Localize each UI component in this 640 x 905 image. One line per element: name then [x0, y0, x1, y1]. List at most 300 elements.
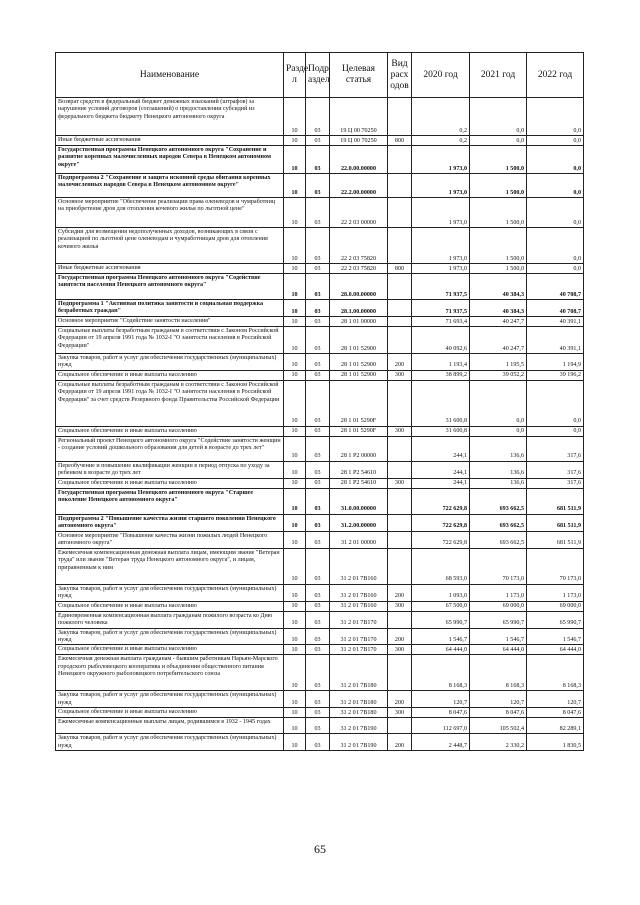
table-cell-2020: 0,2	[412, 98, 470, 136]
table-cell-section: 10	[284, 136, 306, 146]
table-cell-2021: 69 000,0	[470, 601, 527, 611]
table-cell-name: Закупка товаров, работ и услуг для обеспечения государственных (муниципальных) нужд	[56, 354, 284, 371]
table-cell-2020: 1 546,7	[412, 628, 470, 645]
table-cell-2021: 65 990,7	[470, 611, 527, 628]
table-cell-2022: 0,0	[527, 228, 584, 264]
table-cell-2020: 244,1	[412, 478, 470, 488]
table-cell-target: 28.1.00.00000	[330, 300, 388, 317]
table-cell-section: 10	[284, 98, 306, 136]
table-cell-2022: 1 194,9	[527, 354, 584, 371]
table-cell-target: 19 Ц 00 70250	[330, 98, 388, 136]
table-cell-expense-type: 800	[388, 136, 412, 146]
table-cell-2020: 64 444,0	[412, 645, 470, 655]
table-row	[56, 146, 584, 174]
table-cell-subsection: 03	[306, 436, 330, 461]
table-cell-target: 22 2 03 75820	[330, 228, 388, 264]
table-cell-subsection: 03	[306, 174, 330, 198]
table-row	[56, 198, 584, 228]
table-cell-2020: 112 697,0	[412, 718, 470, 734]
table-cell-expense-type	[388, 548, 412, 584]
table-cell-2020: 38 899,2	[412, 370, 470, 380]
table-cell-expense-type	[388, 300, 412, 317]
table-cell-section: 10	[284, 354, 306, 371]
table-cell-2021: 39 052,2	[470, 370, 527, 380]
table-cell-2021: 136,6	[470, 478, 527, 488]
col-header-2022: 2022 год	[527, 53, 584, 98]
table-row	[56, 354, 584, 371]
col-header-target: Целевая статья	[330, 53, 388, 98]
table-row	[56, 327, 584, 354]
table-cell-section: 10	[284, 478, 306, 488]
table-cell-name: Закупка товаров, работ и услуг для обеспечения государственных (муниципальных) нужд	[56, 628, 284, 645]
table-row	[56, 478, 584, 488]
table-cell-name: Социальное обеспечение и иные выплаты населению	[56, 426, 284, 436]
table-cell-expense-type: 800	[388, 264, 412, 274]
table-cell-2020: 0,2	[412, 136, 470, 146]
table-cell-expense-type	[388, 514, 412, 531]
table-cell-name: Основное мероприятие "Обеспечение реализации права оленеводов и чумработниц на приобретение дров для отопления кочевого жилья по льготной цене"	[56, 198, 284, 228]
table-cell-2020: 31 600,8	[412, 426, 470, 436]
table-cell-subsection: 03	[306, 531, 330, 548]
table-cell-2021: 120,7	[470, 691, 527, 708]
table-cell-2022: 317,6	[527, 461, 584, 478]
table-cell-2021: 136,6	[470, 461, 527, 478]
table-cell-2020: 71 693,4	[412, 317, 470, 327]
table-row	[56, 274, 584, 300]
table-cell-2021: 1 500,0	[470, 174, 527, 198]
table-cell-section: 10	[284, 174, 306, 198]
table-cell-subsection: 03	[306, 645, 330, 655]
table-cell-2021: 0,0	[470, 426, 527, 436]
table-cell-2020: 1 973,0	[412, 198, 470, 228]
table-cell-2020: 40 092,6	[412, 327, 470, 354]
table-cell-section: 10	[284, 531, 306, 548]
table-cell-target: 31 2 01 7В160	[330, 584, 388, 601]
table-cell-section: 10	[284, 611, 306, 628]
table-cell-2021: 136,6	[470, 436, 527, 461]
table-cell-name: Социальное обеспечение и иные выплаты населению	[56, 478, 284, 488]
table-cell-section: 10	[284, 327, 306, 354]
table-cell-name: Социальное обеспечение и иные выплаты населению	[56, 370, 284, 380]
col-header-2021: 2021 год	[470, 53, 527, 98]
table-cell-subsection: 03	[306, 514, 330, 531]
table-cell-target: 31 2 01 7В180	[330, 655, 388, 691]
table-cell-2021: 40 384,3	[470, 274, 527, 300]
table-cell-subsection: 03	[306, 488, 330, 514]
table-cell-2020: 244,1	[412, 461, 470, 478]
table-row	[56, 461, 584, 478]
table-cell-subsection: 03	[306, 198, 330, 228]
table-row	[56, 228, 584, 264]
table-cell-expense-type	[388, 531, 412, 548]
table-cell-subsection: 03	[306, 380, 330, 426]
table-cell-name: Основное мероприятие "Содействие занятости населения"	[56, 317, 284, 327]
table-cell-2022: 681 511,9	[527, 531, 584, 548]
table-cell-subsection: 03	[306, 584, 330, 601]
table-cell-expense-type	[388, 98, 412, 136]
table-cell-name: Государственная программа Ненецкого автономного округа "Старшее поколение Ненецкого автономного округа"	[56, 488, 284, 514]
table-cell-expense-type	[388, 718, 412, 734]
table-cell-expense-type	[388, 488, 412, 514]
table-cell-2022: 0,0	[527, 136, 584, 146]
table-cell-target: 28 1 01 5290F	[330, 380, 388, 426]
table-cell-2021: 0,0	[470, 98, 527, 136]
table-cell-expense-type: 300	[388, 478, 412, 488]
table-cell-name: Иные бюджетные ассигнования	[56, 136, 284, 146]
table-cell-section: 10	[284, 146, 306, 174]
table-cell-expense-type: 200	[388, 691, 412, 708]
table-cell-target: 31 2 01 7В160	[330, 601, 388, 611]
table-cell-subsection: 03	[306, 274, 330, 300]
table-cell-2021: 40 247,7	[470, 317, 527, 327]
table-cell-section: 10	[284, 584, 306, 601]
table-cell-2022: 0,0	[527, 146, 584, 174]
table-cell-section: 10	[284, 300, 306, 317]
table-cell-2021: 8 168,3	[470, 655, 527, 691]
table-cell-name: Ежемесячные компенсационные выплаты лицам, родившимся в 1932 - 1945 годах	[56, 718, 284, 734]
table-cell-expense-type: 300	[388, 426, 412, 436]
table-cell-2021: 2 330,2	[470, 734, 527, 751]
table-cell-target: 28 1 01 52900	[330, 354, 388, 371]
table-cell-2022: 0,0	[527, 264, 584, 274]
table-cell-2022: 40 391,1	[527, 327, 584, 354]
table-cell-subsection: 03	[306, 655, 330, 691]
table-cell-target: 22 2 03 00000	[330, 198, 388, 228]
table-cell-target: 31 2 01 7В170	[330, 628, 388, 645]
table-cell-2022: 0,0	[527, 380, 584, 426]
table-cell-subsection: 03	[306, 300, 330, 317]
table-cell-name: Социальное обеспечение и иные выплаты населению	[56, 645, 284, 655]
table-cell-subsection: 03	[306, 146, 330, 174]
table-row	[56, 300, 584, 317]
table-cell-2020: 722 629,8	[412, 531, 470, 548]
page-number: 65	[314, 842, 326, 856]
table-cell-name: Социальное обеспечение и иные выплаты населению	[56, 601, 284, 611]
table-row	[56, 548, 584, 584]
table-cell-section: 10	[284, 734, 306, 751]
table-cell-subsection: 03	[306, 691, 330, 708]
table-cell-subsection: 03	[306, 98, 330, 136]
table-row	[56, 628, 584, 645]
table-cell-target: 31 2 01 7В160	[330, 548, 388, 584]
table-cell-2021: 64 444,0	[470, 645, 527, 655]
table-cell-2021: 105 502,4	[470, 718, 527, 734]
table-cell-target: 31 2 01 7В190	[330, 718, 388, 734]
table-cell-2022: 317,6	[527, 478, 584, 488]
table-cell-2022: 8 168,3	[527, 655, 584, 691]
table-cell-2020: 244,1	[412, 436, 470, 461]
table-row	[56, 514, 584, 531]
table-cell-2021: 693 662,5	[470, 531, 527, 548]
table-cell-2021: 1 500,0	[470, 146, 527, 174]
table-cell-2022: 39 196,2	[527, 370, 584, 380]
table-cell-2020: 8 047,6	[412, 708, 470, 718]
table-cell-expense-type	[388, 274, 412, 300]
table-cell-target: 22.0.00.00000	[330, 146, 388, 174]
table-cell-expense-type	[388, 174, 412, 198]
table-cell-2020: 1 973,0	[412, 228, 470, 264]
table-cell-subsection: 03	[306, 478, 330, 488]
table-cell-target: 31.0.00.00000	[330, 488, 388, 514]
table-cell-2022: 681 511,9	[527, 488, 584, 514]
table-cell-2022: 1 546,7	[527, 628, 584, 645]
table-cell-name: Государственная программа Ненецкого автономного округа "Содействие занятости населения Ненецкого автономного округа"	[56, 274, 284, 300]
table-cell-name: Региональный проект Ненецкого автономного округа "Содействие занятости женщин - создание условий дошкольного образования для детей в возрасте до трех лет"	[56, 436, 284, 461]
table-cell-expense-type	[388, 380, 412, 426]
table-cell-subsection: 03	[306, 370, 330, 380]
table-cell-subsection: 03	[306, 228, 330, 264]
table-row	[56, 136, 584, 146]
table-cell-2022: 40 708,7	[527, 274, 584, 300]
table-cell-expense-type: 300	[388, 601, 412, 611]
table-cell-section: 10	[284, 708, 306, 718]
table-cell-expense-type: 200	[388, 734, 412, 751]
table-row	[56, 317, 584, 327]
table-cell-2021: 1 195,5	[470, 354, 527, 371]
table-cell-name: Основное мероприятие "Повышение качества жизни пожилых людей Ненецкого автономного округа"	[56, 531, 284, 548]
table-cell-2022: 317,6	[527, 436, 584, 461]
table-cell-section: 10	[284, 718, 306, 734]
table-cell-section: 10	[284, 380, 306, 426]
table-cell-2022: 0,0	[527, 98, 584, 136]
table-cell-2021: 8 047,6	[470, 708, 527, 718]
table-cell-2022: 40 391,1	[527, 317, 584, 327]
table-cell-section: 10	[284, 274, 306, 300]
table-cell-target: 31 2 01 7В190	[330, 734, 388, 751]
table-body	[56, 98, 584, 751]
table-row	[56, 264, 584, 274]
table-cell-2020: 71 937,5	[412, 300, 470, 317]
table-cell-subsection: 03	[306, 136, 330, 146]
table-cell-2020: 722 629,8	[412, 488, 470, 514]
table-cell-2020: 120,7	[412, 691, 470, 708]
table-cell-section: 10	[284, 426, 306, 436]
table-cell-2022: 69 000,0	[527, 601, 584, 611]
table-header-row	[56, 53, 584, 98]
table-cell-section: 10	[284, 264, 306, 274]
table-cell-subsection: 03	[306, 461, 330, 478]
table-cell-subsection: 03	[306, 354, 330, 371]
table-cell-2020: 1 973,0	[412, 174, 470, 198]
table-cell-2022: 1 830,5	[527, 734, 584, 751]
table-cell-expense-type	[388, 461, 412, 478]
table-cell-2020: 71 937,5	[412, 274, 470, 300]
table-cell-name: Социальное обеспечение и иные выплаты населению	[56, 708, 284, 718]
table-row	[56, 734, 584, 751]
table-cell-target: 28 1 P2 00000	[330, 436, 388, 461]
table-cell-2021: 1 500,0	[470, 228, 527, 264]
table-row	[56, 426, 584, 436]
table-cell-section: 10	[284, 228, 306, 264]
table-cell-target: 28 1 01 00000	[330, 317, 388, 327]
table-row	[56, 718, 584, 734]
table-cell-expense-type	[388, 655, 412, 691]
table-cell-name: Подпрограмма 2 "Сохранение и защита исконной среды обитания коренных малочисленных народов Севера в Ненецком автономном округе"	[56, 174, 284, 198]
table-row	[56, 655, 584, 691]
table-cell-2020: 8 168,3	[412, 655, 470, 691]
table-cell-expense-type	[388, 611, 412, 628]
table-cell-expense-type	[388, 436, 412, 461]
table-cell-name: Ежемесячная компенсационная денежная выплата лицам, имеющим звание "Ветеран труда" или звание "Ветеран труда Ненецкого автономного округа", и лицам, приравненным к ним	[56, 548, 284, 584]
table-row	[56, 531, 584, 548]
table-cell-subsection: 03	[306, 734, 330, 751]
table-cell-expense-type: 200	[388, 584, 412, 601]
table-cell-name: Закупка товаров, работ и услуг для обеспечения государственных (муниципальных) нужд	[56, 691, 284, 708]
table-cell-target: 31 2 01 7В180	[330, 708, 388, 718]
table-cell-name: Закупка товаров, работ и услуг для обеспечения государственных (муниципальных) нужд	[56, 584, 284, 601]
table-row	[56, 98, 584, 136]
table-cell-expense-type	[388, 198, 412, 228]
table-cell-name: Социальные выплаты безработным гражданам в соответствии с Законом Российской Федерации от 19 апреля 1991 года № 1032-I "О занятости населения в Российской Федерации" за счет средств Резервного фонда Правительства Российской Федерации	[56, 380, 284, 426]
table-cell-2020: 1 973,0	[412, 264, 470, 274]
table-cell-expense-type: 200	[388, 354, 412, 371]
table-row	[56, 370, 584, 380]
table-cell-2020: 65 990,7	[412, 611, 470, 628]
col-header-subsection: Подр аздел	[306, 53, 330, 98]
table-cell-subsection: 03	[306, 611, 330, 628]
table-cell-section: 10	[284, 514, 306, 531]
table-cell-target: 22 2 03 75820	[330, 264, 388, 274]
table-cell-section: 10	[284, 370, 306, 380]
table-cell-name: Единовременная компенсационная выплата гражданам пожилого возраста ко Дню пожилого человека	[56, 611, 284, 628]
table-cell-2020: 31 600,8	[412, 380, 470, 426]
table-cell-subsection: 03	[306, 548, 330, 584]
col-header-section: Разде л	[284, 53, 306, 98]
table-cell-subsection: 03	[306, 317, 330, 327]
table-cell-2020: 68 593,0	[412, 548, 470, 584]
table-cell-2021: 693 662,5	[470, 514, 527, 531]
table-cell-2021: 0,0	[470, 380, 527, 426]
table-cell-2020: 2 448,7	[412, 734, 470, 751]
table-cell-2021: 1 546,7	[470, 628, 527, 645]
table-row	[56, 708, 584, 718]
table-cell-target: 31.2.00.00000	[330, 514, 388, 531]
table-cell-2021: 1 500,0	[470, 264, 527, 274]
table-cell-subsection: 03	[306, 426, 330, 436]
table-row	[56, 601, 584, 611]
table-cell-2022: 120,7	[527, 691, 584, 708]
table-cell-target: 19 Ц 00 70250	[330, 136, 388, 146]
table-cell-2021: 40 247,7	[470, 327, 527, 354]
table-cell-section: 10	[284, 198, 306, 228]
table-cell-expense-type	[388, 228, 412, 264]
table-cell-name: Ежемесячная денежная выплата гражданам - бывшим работникам Нарьян-Марского городского рыболовецкого кооператива и объединения общественного питания Ненецкого окружного рыболовецкого потребительского союза	[56, 655, 284, 691]
col-header-expense-type: Вид расх одов	[388, 53, 412, 98]
table-cell-name: Субсидии для возмещения недополученных доходов, возникающих в связи с реализацией по льготной цене оленеводам и чумработницам дров для отопления кочевого жилья	[56, 228, 284, 264]
table-row	[56, 691, 584, 708]
table-cell-2022: 70 173,0	[527, 548, 584, 584]
table-cell-2021: 1 173,0	[470, 584, 527, 601]
table-cell-subsection: 03	[306, 601, 330, 611]
table-cell-2021: 70 173,0	[470, 548, 527, 584]
table-cell-name: Подпрограмма 2 "Повышение качества жизни старшего поколения Ненецкого автономного округа"	[56, 514, 284, 531]
table-cell-2020: 1 973,0	[412, 146, 470, 174]
table-cell-section: 10	[284, 645, 306, 655]
table-row	[56, 380, 584, 426]
table-cell-2022: 64 444,0	[527, 645, 584, 655]
table-cell-name: Возврат средств в федеральный бюджет денежных взысканий (штрафов) за нарушение условий договоров (соглашений) о предоставлении субсидий из федерального бюджета бюджету Ненецкого автономного округа	[56, 98, 284, 136]
table-cell-2020: 1 193,4	[412, 354, 470, 371]
table-cell-target: 31 2 01 7В170	[330, 645, 388, 655]
table-cell-name: Социальные выплаты безработным гражданам в соответствии с Законом Российской Федерации от 19 апреля 1991 года № 1032-I "О занятости населения в Российской Федерации"	[56, 327, 284, 354]
table-cell-section: 10	[284, 691, 306, 708]
col-header-name: Наименование	[56, 53, 284, 98]
table-cell-2022: 8 047,6	[527, 708, 584, 718]
table-cell-target: 28 1 P2 54610	[330, 478, 388, 488]
table-cell-expense-type: 200	[388, 628, 412, 645]
table-cell-target: 28 1 01 52900	[330, 327, 388, 354]
table-cell-name: Закупка товаров, работ и услуг для обеспечения государственных (муниципальных) нужд	[56, 734, 284, 751]
table-cell-section: 10	[284, 436, 306, 461]
table-row	[56, 174, 584, 198]
budget-table-sheet	[55, 52, 583, 751]
table-cell-2022: 65 990,7	[527, 611, 584, 628]
table-cell-2022: 40 708,7	[527, 300, 584, 317]
table-cell-target: 31 2 01 00000	[330, 531, 388, 548]
table-row	[56, 611, 584, 628]
table-cell-subsection: 03	[306, 628, 330, 645]
table-cell-section: 10	[284, 548, 306, 584]
table-cell-expense-type: 300	[388, 708, 412, 718]
table-cell-target: 28 1 01 5290F	[330, 426, 388, 436]
table-cell-2021: 1 500,0	[470, 198, 527, 228]
table-row	[56, 488, 584, 514]
table-cell-2021: 693 662,5	[470, 488, 527, 514]
table-cell-2022: 0,0	[527, 426, 584, 436]
table-row	[56, 645, 584, 655]
table-cell-expense-type	[388, 146, 412, 174]
table-cell-2022: 0,0	[527, 174, 584, 198]
table-cell-section: 10	[284, 655, 306, 691]
table-cell-target: 28 1 P2 54610	[330, 461, 388, 478]
table-cell-name: Государственная программа Ненецкого автономного округа "Сохранение и развитие коренных малочисленных народов Севера в Ненецком автономном округе"	[56, 146, 284, 174]
table-cell-section: 10	[284, 628, 306, 645]
table-cell-2022: 1 173,0	[527, 584, 584, 601]
table-cell-2020: 722 629,8	[412, 514, 470, 531]
table-cell-target: 31 2 01 7В180	[330, 691, 388, 708]
table-cell-2022: 681 511,9	[527, 514, 584, 531]
table-cell-2020: 67 500,0	[412, 601, 470, 611]
table-cell-section: 10	[284, 601, 306, 611]
budget-table	[55, 52, 584, 751]
table-cell-target: 28 1 01 52900	[330, 370, 388, 380]
table-cell-name: Подпрограмма 1 "Активная политика занятости и социальная поддержка безработных граждан"	[56, 300, 284, 317]
table-cell-subsection: 03	[306, 718, 330, 734]
table-cell-subsection: 03	[306, 264, 330, 274]
table-cell-2022: 82 289,1	[527, 718, 584, 734]
table-cell-section: 10	[284, 461, 306, 478]
table-row	[56, 436, 584, 461]
table-cell-expense-type	[388, 327, 412, 354]
table-cell-subsection: 03	[306, 327, 330, 354]
table-cell-2021: 0,0	[470, 136, 527, 146]
table-cell-2020: 1 093,0	[412, 584, 470, 601]
table-cell-expense-type: 300	[388, 370, 412, 380]
table-row	[56, 584, 584, 601]
table-cell-2021: 40 384,3	[470, 300, 527, 317]
table-cell-name: Переобучение и повышение квалификации женщин в период отпуска по уходу за ребенком в возрасте до трех лет	[56, 461, 284, 478]
col-header-2020: 2020 год	[412, 53, 470, 98]
table-cell-section: 10	[284, 317, 306, 327]
table-cell-target: 22.2.00.00000	[330, 174, 388, 198]
table-cell-2022: 0,0	[527, 198, 584, 228]
table-cell-section: 10	[284, 488, 306, 514]
table-cell-expense-type: 300	[388, 645, 412, 655]
table-cell-subsection: 03	[306, 708, 330, 718]
table-cell-target: 31 2 01 7В170	[330, 611, 388, 628]
table-cell-target: 28.0.00.00000	[330, 274, 388, 300]
table-cell-name: Иные бюджетные ассигнования	[56, 264, 284, 274]
